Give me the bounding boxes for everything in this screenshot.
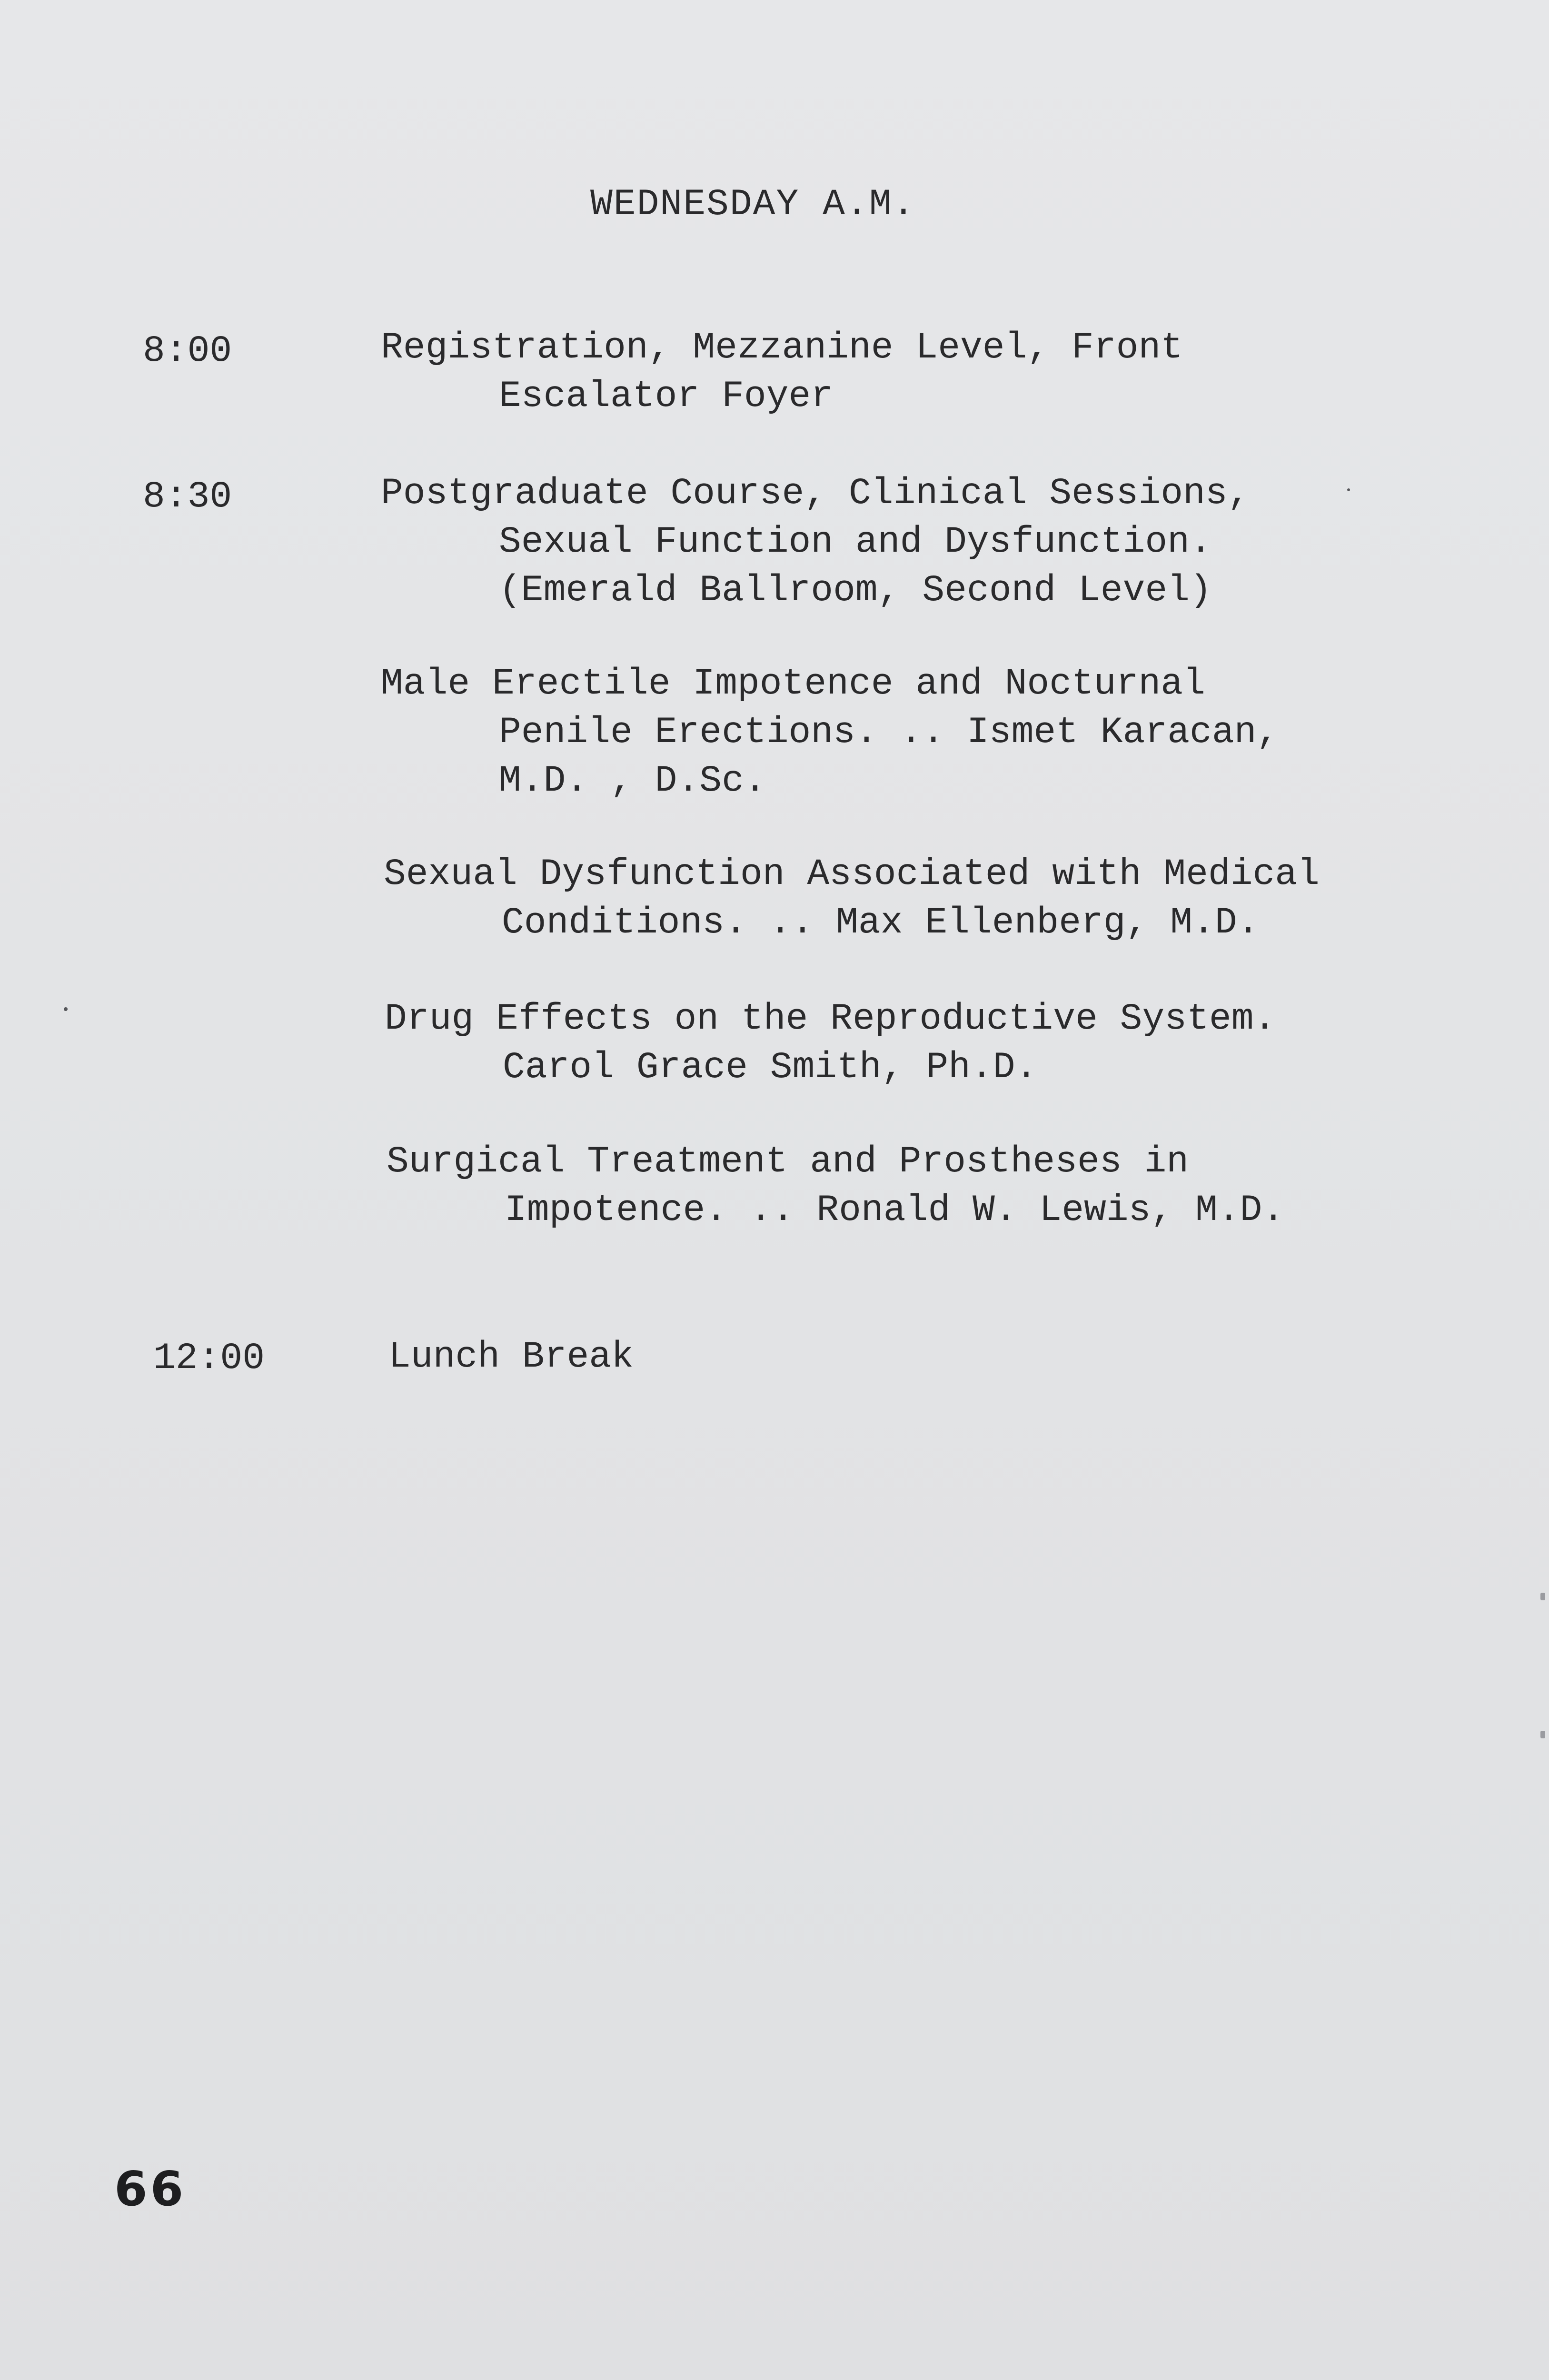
talk-speaker-line: Impotence. .. Ronald W. Lewis, M.D. bbox=[505, 1190, 1285, 1231]
entry-line: Escalator Foyer bbox=[499, 376, 834, 417]
entry-line: Lunch Break bbox=[388, 1336, 634, 1378]
talk-drug-effects bbox=[385, 995, 1276, 1092]
schedule-time-lunch: 12:00 bbox=[153, 1338, 265, 1379]
talk-title-line: Drug Effects on the Reproductive System. bbox=[385, 998, 1276, 1040]
schedule-time-registration: 8:00 bbox=[143, 330, 232, 372]
page-heading: WEDNESDAY A.M. bbox=[590, 184, 916, 226]
talk-speaker-line: M.D. , D.Sc. bbox=[499, 760, 766, 802]
schedule-entry-postgraduate bbox=[381, 469, 1250, 615]
paper-edge-mark bbox=[1540, 1731, 1545, 1738]
talk-surgical-treatment bbox=[387, 1138, 1284, 1235]
talk-speaker-line: Conditions. .. Max Ellenberg, M.D. bbox=[502, 902, 1260, 944]
paper-speck bbox=[64, 1007, 68, 1011]
paper-edge-mark bbox=[1540, 1593, 1545, 1600]
talk-title-line: Male Erectile Impotence and Nocturnal bbox=[381, 663, 1205, 705]
talk-sexual-dysfunction bbox=[384, 850, 1320, 947]
schedule-time-postgraduate: 8:30 bbox=[143, 476, 232, 518]
talk-erectile-impotence bbox=[381, 660, 1279, 805]
entry-line: Sexual Function and Dysfunction. bbox=[499, 521, 1212, 563]
schedule-entry-registration bbox=[381, 324, 1183, 421]
talk-title-line: Surgical Treatment and Prostheses in bbox=[387, 1141, 1189, 1183]
entry-line: Postgraduate Course, Clinical Sessions, bbox=[381, 473, 1250, 515]
talk-title-line: Penile Erections. .. Ismet Karacan, bbox=[499, 712, 1279, 754]
paper-speck bbox=[1347, 488, 1350, 491]
entry-line: (Emerald Ballroom, Second Level) bbox=[499, 570, 1212, 612]
talk-title-line: Sexual Dysfunction Associated with Medical bbox=[384, 853, 1320, 895]
schedule-entry-lunch bbox=[388, 1333, 634, 1381]
page-number: 66 bbox=[114, 2161, 187, 2217]
talk-speaker-line: Carol Grace Smith, Ph.D. bbox=[503, 1047, 1038, 1089]
entry-line: Registration, Mezzanine Level, Front bbox=[381, 327, 1183, 369]
